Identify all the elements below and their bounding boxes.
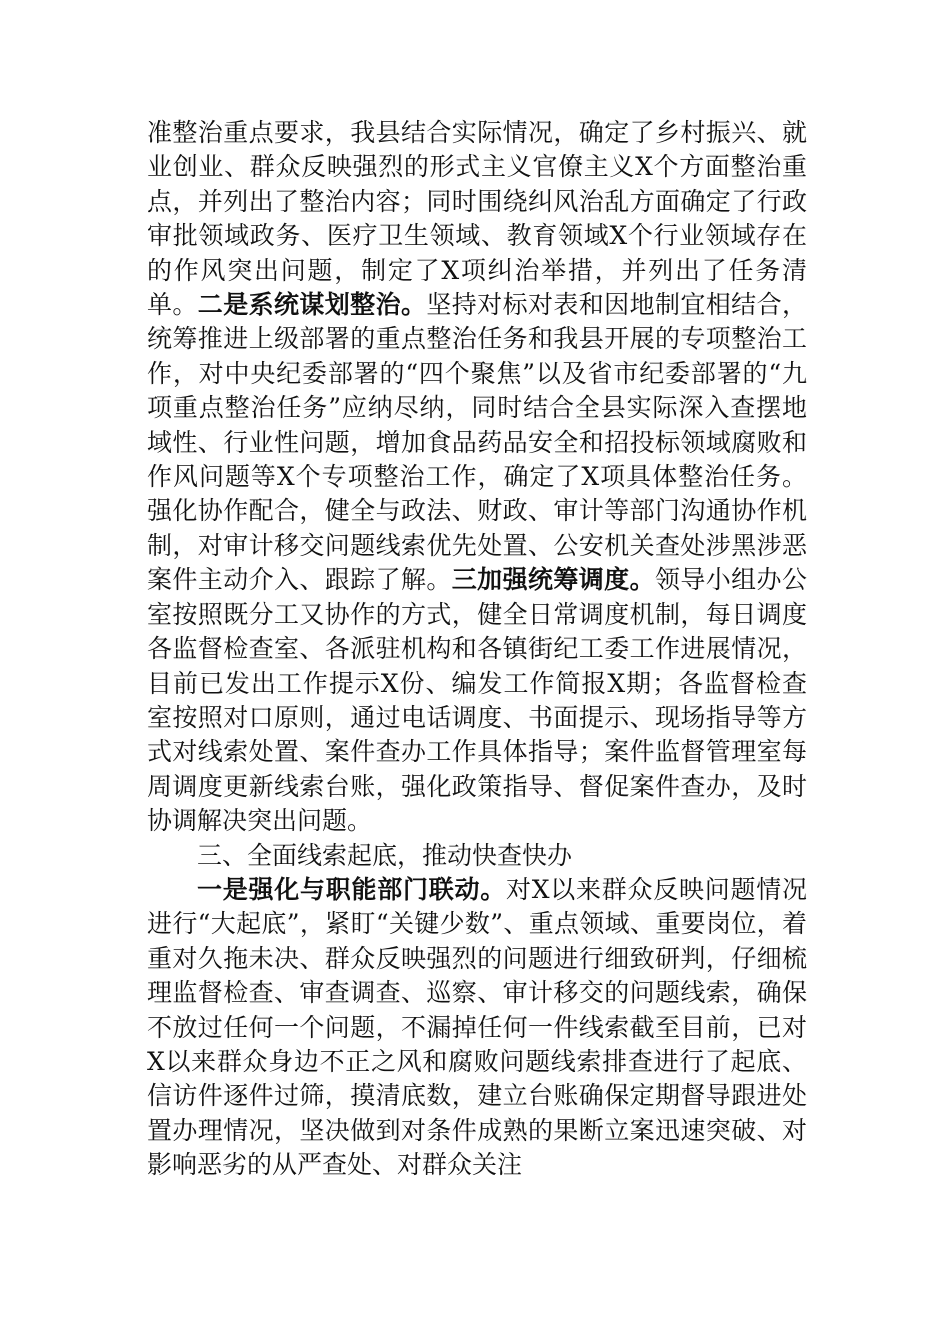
bold-lead-phrase: 二是系统谋划整治。 [197,290,427,320]
bold-lead-phrase: 三加强统筹调度。 [451,565,655,595]
paragraph-text: 准整治重点要求，我县结合实际情况，确定了乡村振兴、就业创业、群众反映强烈的形式主义官僚主义X个方面整治重点，并列出了整治内容；同时围绕纠风治乱方面确定了行政审批领域政务、医疗卫生领域、教育领域X个行业领域存在的作风突出问题，制定了X项纠治举措，并列出了任务清单。 [147,118,807,320]
paragraph-text: 坚持对标对表和因地制宜相结合，统筹推进上级部署的重点整治任务和我县开展的专项整治工作，对中央纪委部署的“四个聚焦”以及省市纪委部署的“九项重点整治任务”应纳尽纳，同时结合全县实际深入查摆地域性、行业性问题，增加食品药品安全和招投标领域腐败和作风问题等X个专项整治工作，确定了X项具体整治任务。强化协作配合，健全与政法、财政、审计等部门沟通协作机制，对审计移交问题线索优先处置、公安机关查处涉黑涉恶案件主动介入、跟踪了解。 [147,290,807,595]
paragraph-rectification-planning [147,116,807,839]
section-heading: 三、全面线索起底，推动快查快办 [197,840,573,870]
document-body [147,116,807,1183]
paragraph-text: 领导小组办公室按照既分工又协作的方式，健全日常调度机制，每日调度各监督检查室、各派驻机构和各镇街纪工委工作进展情况，目前已发出工作提示X份、编发工作简报X期；各监督检查室按照对口原则，通过电话调度、书面提示、现场指导等方式对线索处置、案件查办工作具体指导；案件监督管理室每周调度更新线索台账，强化政策指导、督促案件查办，及时协调解决突出问题。 [147,565,807,836]
paragraph-clue-investigation [147,873,807,1183]
paragraph-text: 对X以来群众反映问题情况进行“大起底”，紧盯“关键少数”、重点领域、重要岗位，着重对久拖未决、群众反映强烈的问题进行细致研判，仔细梳理监督检查、审查调查、巡察、审计移交的问题线索，确保不放过任何一个问题，不漏掉任何一件线索截至目前，已对X以来群众身边不正之风和腐败问题线索排查进行了起底、信访件逐件过筛，摸清底数，建立台账确保定期督导跟进处置办理情况，坚决做到对条件成熟的果断立案迅速突破、对影响恶劣的从严查处、对群众关注 [147,874,807,1180]
bold-lead-phrase: 一是强化与职能部门联动。 [197,874,506,904]
